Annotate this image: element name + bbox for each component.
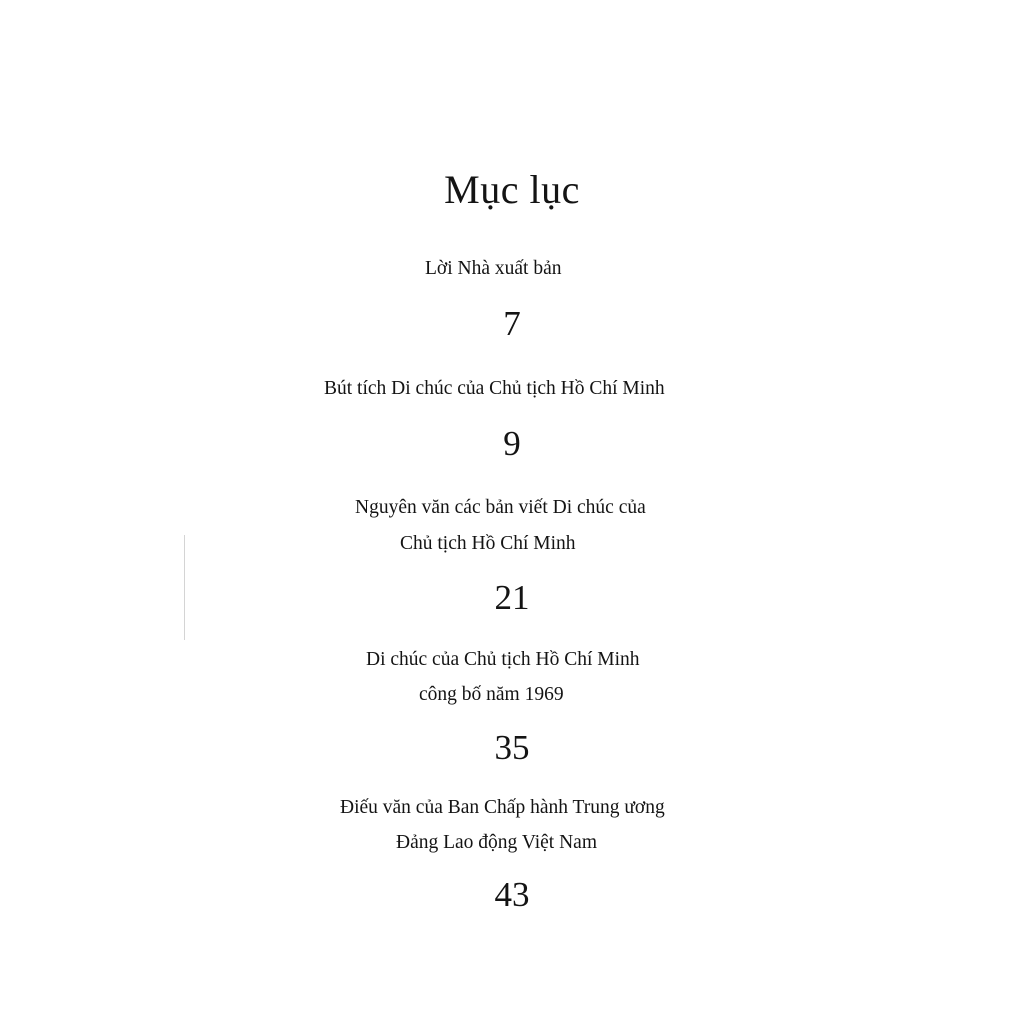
toc-entry-5-title-line-1: Điếu văn của Ban Chấp hành Trung ương (340, 797, 665, 818)
toc-entry-3-page: 21 (494, 578, 530, 617)
toc-entry-2-page: 9 (503, 424, 521, 463)
toc-entry-5-title-line-2: Đảng Lao động Việt Nam (396, 832, 598, 853)
toc-entry-1-page: 7 (503, 304, 521, 343)
page-title: Mục lục (444, 167, 580, 212)
toc-entry-1-title: Lời Nhà xuất bản (425, 258, 562, 279)
toc-entry-3-title-line-2: Chủ tịch Hồ Chí Minh (400, 533, 576, 554)
toc-entry-4-title-line-1: Di chúc của Chủ tịch Hồ Chí Minh (366, 649, 640, 670)
toc-entry-2-title: Bút tích Di chúc của Chủ tịch Hồ Chí Minh (324, 378, 665, 399)
toc-entry-3-title-line-1: Nguyên văn các bản viết Di chúc của (355, 497, 646, 518)
toc-entry-4-title-line-2: công bố năm 1969 (419, 684, 564, 705)
toc-entry-5-page: 43 (494, 875, 530, 914)
toc-entry-4-page: 35 (494, 728, 530, 767)
